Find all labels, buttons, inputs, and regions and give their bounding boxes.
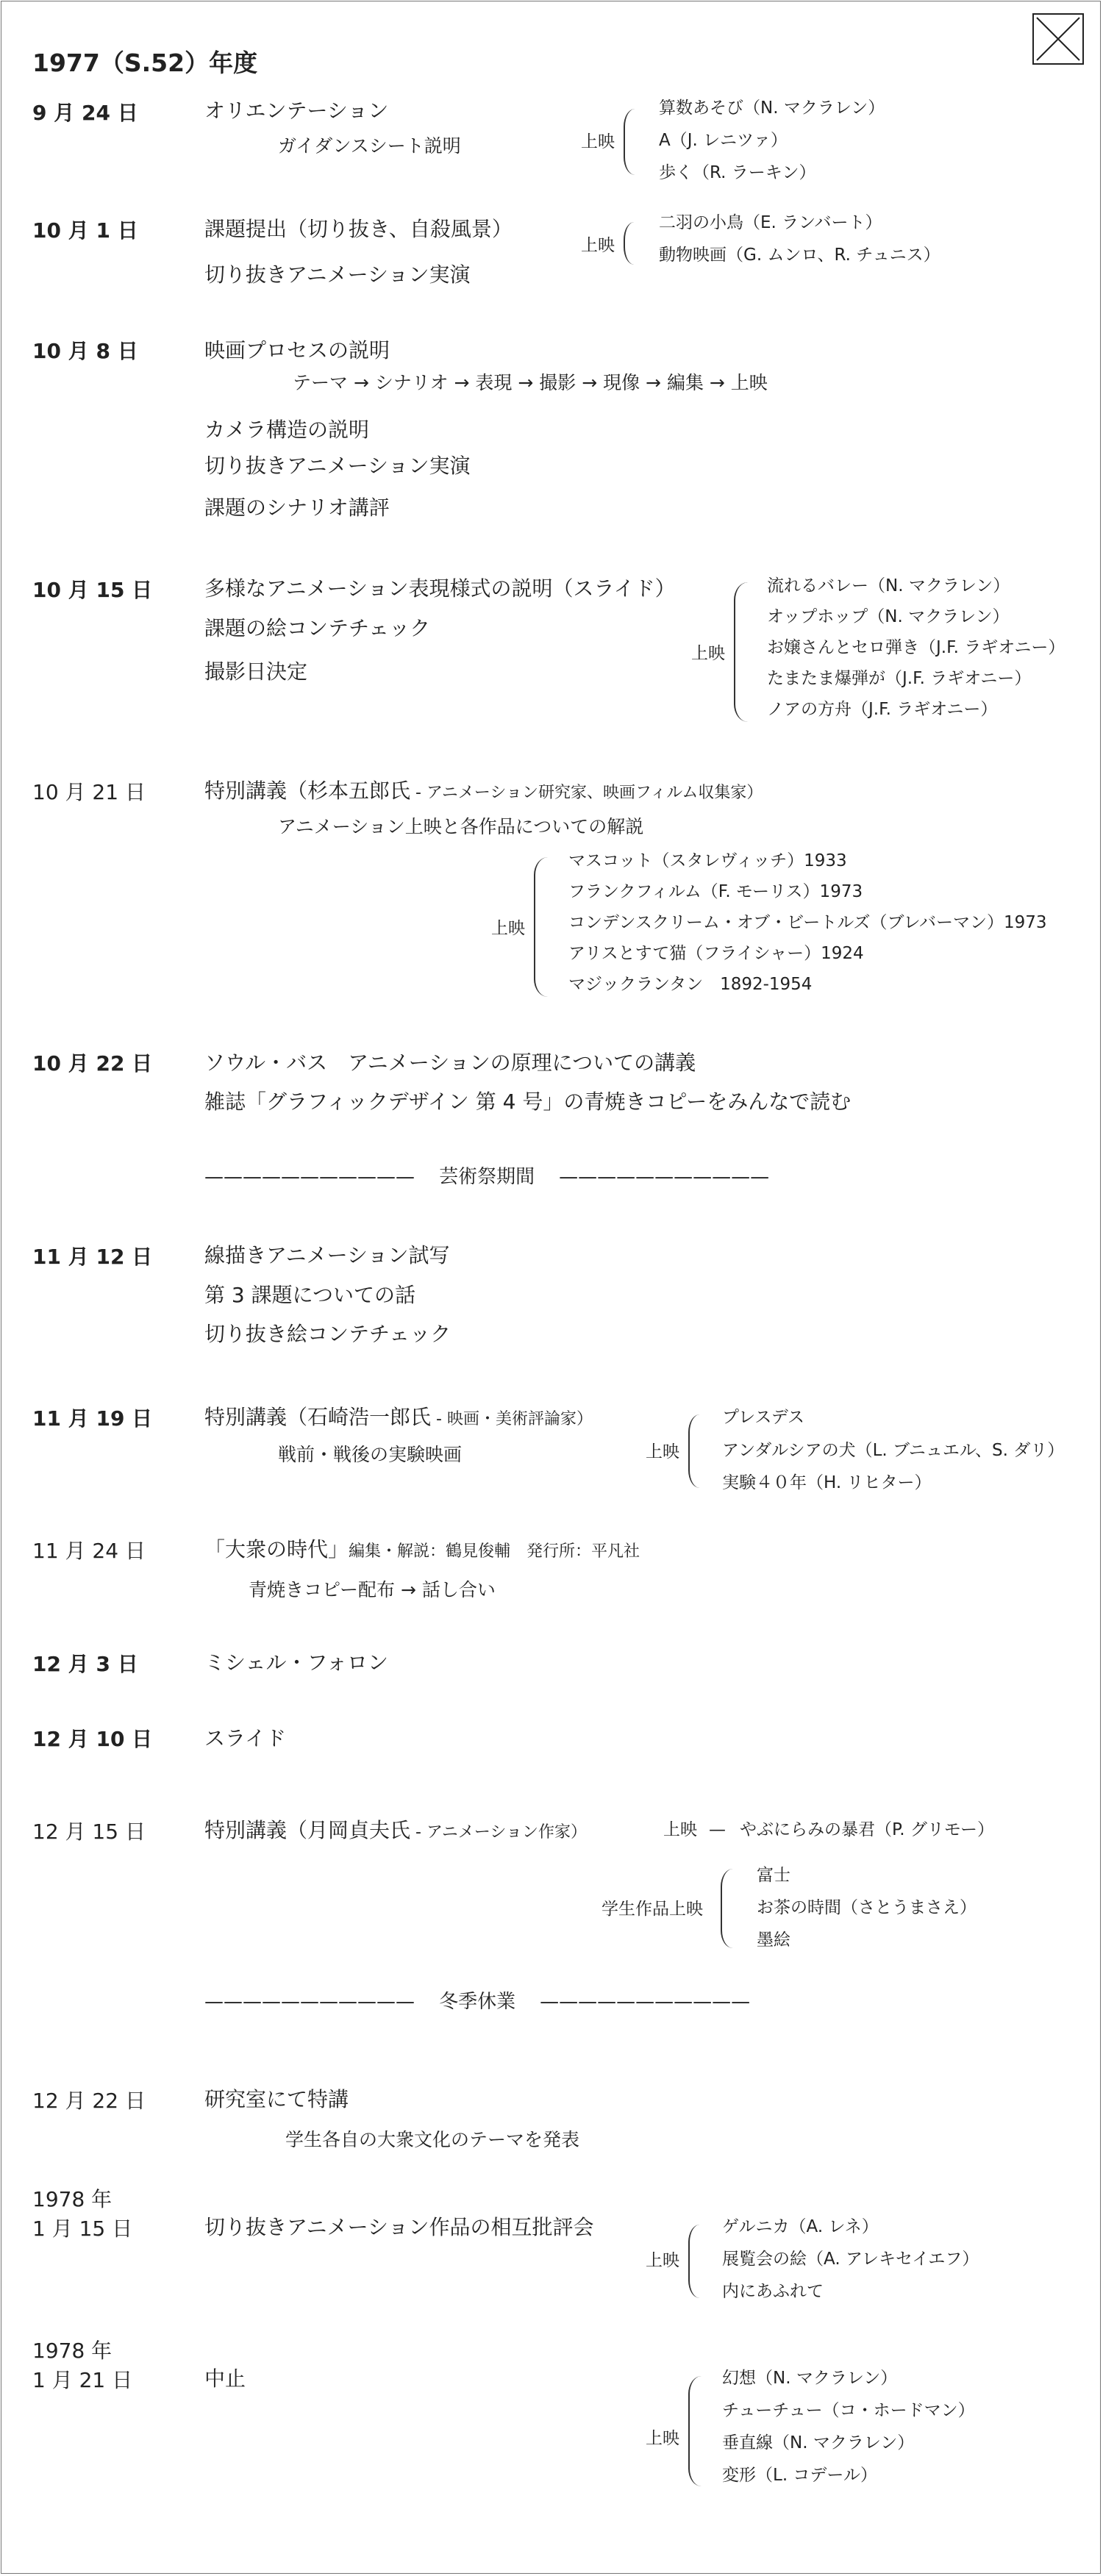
screening-dash: —	[709, 1820, 726, 1839]
entry-date: 9 月 24 日	[32, 101, 138, 125]
entry-date: 12 月 3 日	[32, 1652, 138, 1676]
brace	[688, 2225, 707, 2298]
entry-date: 11 月 12 日	[32, 1245, 153, 1269]
entry-line: 第 3 課題についての話	[204, 1283, 416, 1307]
entry-subline: 戦前・戦後の実験映画	[278, 1444, 463, 1465]
entry-line: 多様なアニメーション表現様式の説明（スライド）	[204, 576, 676, 601]
screening-item: 二羽の小鳥（E. ランバート）	[659, 213, 882, 232]
screening-item: A（J. レニツァ）	[659, 131, 788, 150]
entry-line	[204, 1539, 640, 1560]
screening-item: 墨絵	[757, 1931, 790, 1950]
entry-line: 撮影日決定	[204, 659, 308, 684]
separator-label: 芸術祭期間	[439, 1166, 535, 1188]
lecturer-role: - 映画・美術評論家）	[431, 1410, 593, 1428]
screening-item: コンデンスクリーム・オブ・ビートルズ（ブレバーマン）1973	[568, 913, 1047, 932]
screening-item: フランクフィルム（F. モーリス）1973	[568, 882, 863, 901]
entry-date: 10 月 15 日	[32, 578, 153, 602]
entry-line: 切り抜きアニメーション実演	[204, 262, 471, 287]
separator-dash: ———————————	[204, 1991, 415, 2013]
entry-line: 雑誌「グラフィックデザイン 第 4 号」の青焼きコピーをみんなで読む	[204, 1090, 852, 1114]
entry-subline: ガイダンスシート説明	[278, 135, 461, 157]
entry-subline: テーマ → シナリオ → 表現 → 撮影 → 現像 → 編集 → 上映	[293, 372, 768, 393]
brace	[624, 222, 641, 265]
separator-dash: ———————————	[540, 1991, 751, 2013]
entry-date: 1 月 21 日	[32, 2368, 133, 2392]
screening-label: 上映	[491, 919, 525, 938]
lecture-title: 特別講義（月岡貞夫氏	[204, 1818, 411, 1842]
screening-item: 富士	[757, 1866, 790, 1885]
entry-date: 12 月 10 日	[32, 1727, 153, 1751]
student-screening-label: 学生作品上映	[602, 1900, 703, 1919]
brace	[624, 109, 643, 175]
brace	[721, 1869, 741, 1948]
entry-line: 切り抜きアニメーション作品の相互批評会	[204, 2215, 594, 2239]
entry-line: スライド	[204, 1726, 287, 1750]
brace	[534, 857, 557, 997]
screening-label: 上映	[581, 132, 615, 151]
entry-line	[204, 781, 763, 801]
entry-date: 11 月 24 日	[32, 1539, 146, 1563]
screening-item: お茶の時間（さとうまさえ）	[757, 1898, 977, 1917]
screening-item: 垂直線（N. マクラレン）	[722, 2433, 915, 2452]
screening-item: お嬢さんとセロ弾き（J.F. ラギオニー）	[767, 638, 1065, 657]
entry-line: 課題提出（切り抜き、自殺風景）	[204, 217, 513, 241]
screening-item: マスコット（スタレヴィッチ）1933	[568, 851, 847, 870]
winter-break-separator	[204, 1992, 750, 2011]
entry-line: 切り抜き絵コンテチェック	[204, 1322, 451, 1346]
screening-item: 算数あそび（N. マクラレン）	[659, 99, 885, 118]
screening-item: 幻想（N. マクラレン）	[722, 2369, 898, 2388]
screening-item: 展覧会の絵（A. アレキセイエフ）	[722, 2250, 979, 2269]
screening-item: 変形（L. コデール）	[722, 2466, 877, 2485]
screening-item: 内にあふれて	[722, 2282, 824, 2301]
screening-item: プレスデス	[722, 1408, 805, 1427]
entry-year: 1978 年	[32, 2339, 113, 2363]
screening-item: たまたま爆弾が（J.F. ラギオニー）	[767, 669, 1032, 688]
entry-date: 10 月 21 日	[32, 780, 146, 804]
lecturer-role: - アニメーション研究家、映画フィルム収集家）	[410, 784, 763, 802]
entry-line	[204, 1820, 587, 1841]
lecturer-role: - アニメーション作家）	[410, 1823, 587, 1842]
book-credits: 編集・解説：鶴見俊輔 発行所：平凡社	[349, 1542, 640, 1561]
entry-line: ソウル・バス アニメーションの原理についての講義	[204, 1051, 696, 1075]
separator-dash: ———————————	[204, 1166, 415, 1188]
screening-item: アリスとすて猫（フライシャー）1924	[568, 944, 864, 963]
brace	[688, 2376, 710, 2486]
entry-date: 12 月 15 日	[32, 1820, 146, 1844]
entry-date: 10 月 22 日	[32, 1051, 153, 1076]
entry-line: 研究室にて特講	[204, 2087, 349, 2111]
lecture-title: 特別講義（石崎浩一郎氏	[204, 1405, 432, 1429]
screening-label: 上映	[663, 1820, 697, 1839]
entry-subline: 青焼きコピー配布 → 話し合い	[249, 1579, 496, 1600]
brace	[734, 582, 757, 722]
entry-date: 11 月 19 日	[32, 1406, 153, 1431]
entry-date: 10 月 8 日	[32, 339, 138, 363]
entry-date: 12 月 22 日	[32, 2089, 146, 2113]
entry-subline: アニメーション上映と各作品についての解説	[278, 816, 644, 837]
brace	[688, 1414, 707, 1488]
screening-item: ノアの方舟（J.F. ラギオニー）	[767, 700, 998, 719]
screening-label: 上映	[691, 644, 725, 663]
entry-line: カメラ構造の説明	[204, 418, 370, 442]
entry-date: 1 月 15 日	[32, 2217, 133, 2241]
entry-line: 中止	[204, 2366, 246, 2391]
screening-item: アンダルシアの犬（L. ブニュエル、S. ダリ）	[722, 1441, 1065, 1460]
screening-label: 上映	[646, 2251, 679, 2270]
entry-line: オリエンテーション	[204, 99, 389, 123]
entry-date: 10 月 1 日	[32, 218, 138, 243]
entry-line: 線描きアニメーション試写	[204, 1243, 450, 1267]
screening-item: ゲルニカ（A. レネ）	[722, 2217, 879, 2236]
entry-year: 1978 年	[32, 2187, 113, 2211]
separator-dash: ———————————	[559, 1166, 770, 1188]
entry-line: 切り抜きアニメーション実演	[204, 454, 471, 478]
page-title: 1977（S.52）年度	[32, 49, 258, 77]
separator-label: 冬季休業	[439, 1991, 516, 2013]
close-icon	[1034, 15, 1082, 63]
art-festival-separator	[204, 1167, 769, 1187]
screening-item: 歩く（R. ラーキン）	[659, 163, 816, 182]
entry-line: 課題のシナリオ講評	[204, 495, 390, 520]
screening-item: チューチュー（コ・ホードマン）	[722, 2401, 975, 2420]
screening-item: オップホップ（N. マクラレン）	[767, 607, 1010, 626]
screening-item: 実験４０年（H. リヒター）	[722, 1473, 932, 1492]
screening-item: マジックランタン 1892-1954	[568, 975, 813, 994]
screening-label: 上映	[646, 2429, 679, 2448]
screening-item: 動物映画（G. ムンロ、R. チュニス）	[659, 246, 940, 265]
entry-line	[204, 1407, 593, 1428]
close-button[interactable]	[1032, 13, 1084, 65]
entry-line: 映画プロセスの説明	[204, 338, 390, 362]
entry-line: ミシェル・フォロン	[204, 1650, 389, 1675]
lecture-title: 特別講義（杉本五郎氏	[204, 779, 411, 803]
screening-label: 上映	[581, 236, 615, 255]
screening-item: やぶにらみの暴君（P. グリモー）	[740, 1820, 994, 1839]
entry-line: 課題の絵コンテチェック	[204, 616, 431, 640]
book-title: 「大衆の時代」	[204, 1537, 349, 1561]
screening-item: 流れるバレー（N. マクラレン）	[767, 576, 1010, 595]
screening-label: 上映	[646, 1442, 679, 1461]
entry-subline: 学生各自の大衆文化のテーマを発表	[285, 2129, 580, 2150]
